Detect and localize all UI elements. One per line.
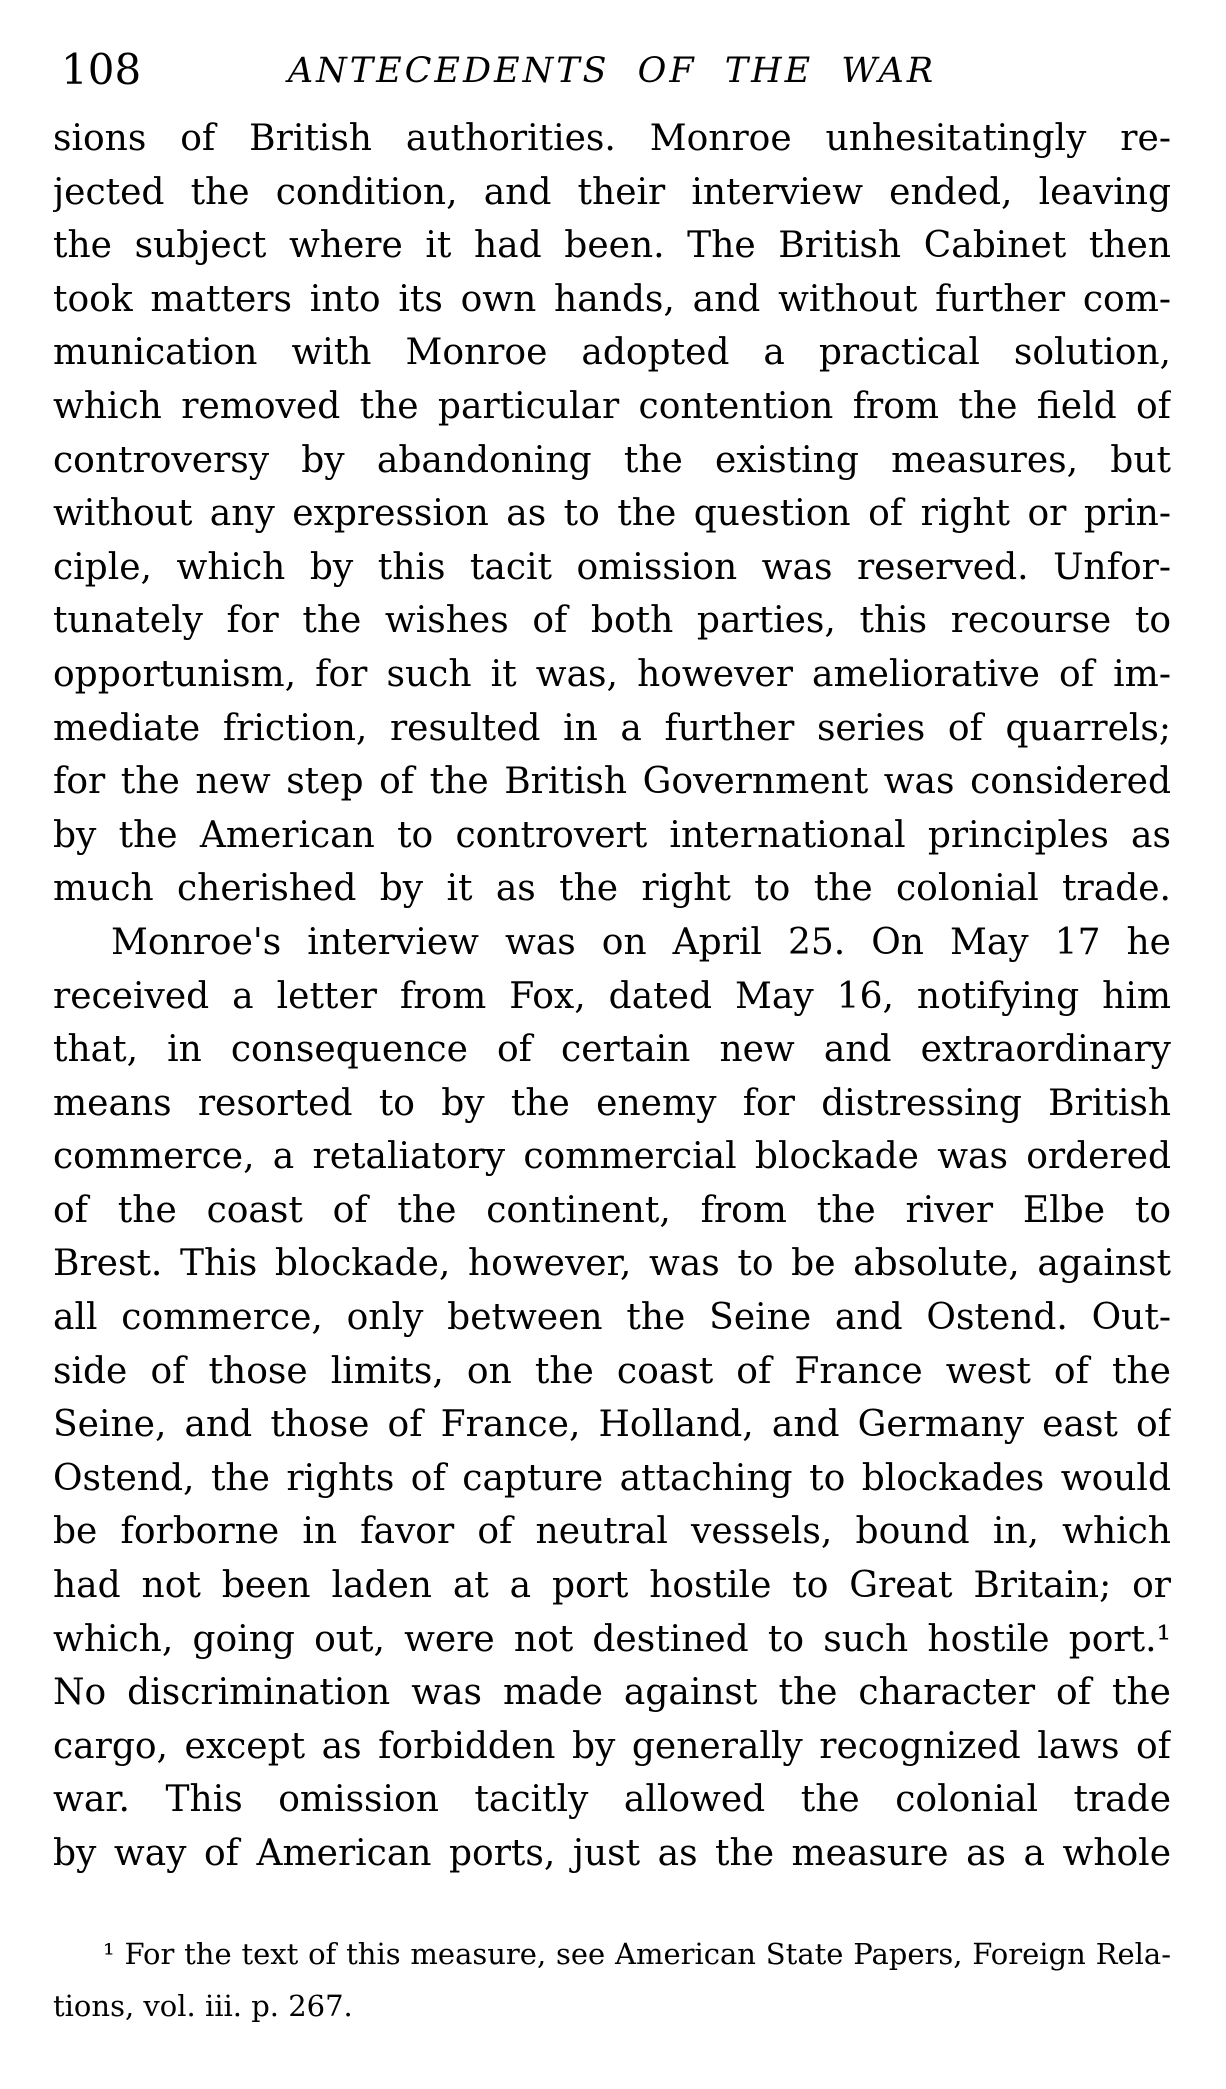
body-line: by the American to controvert international principles as [53,814,1171,856]
body-line: took matters into its own hands, and without further com- [53,278,1171,320]
body-line: for the new step of the British Government was considered [53,761,1171,803]
body-line: Seine, and those of France, Holland, and Germany east of [53,1404,1171,1446]
footnote-line: ¹ For the text of this measure, see American State Papers, Foreign Rela- [103,1937,1171,1971]
body-line: mediate friction, resulted in a further series of quarrels; [53,707,1171,749]
page-header [53,45,1171,96]
footnote [53,1928,1171,2032]
body-line: of the coast of the continent, from the river Elbe to [53,1189,1171,1231]
body-line: all commerce, only between the Seine and Ostend. Out- [53,1297,1171,1339]
body-line: ciple, which by this tacit omission was reserved. Unfor- [53,546,1171,588]
body-line: sions of British authorities. Monroe unhesitatingly re- [53,118,1171,159]
body-line: Brest. This blockade, however, was to be absolute, against [53,1243,1171,1285]
body-line: without any expression as to the question of right or prin- [53,493,1171,535]
footnote-line: tions, vol. iii. p. 267. [53,1989,353,2023]
body-line: opportunism, for such it was, however ameliorative of im- [53,653,1171,695]
body-line: Monroe's interview was on April 25. On May 17 he [111,921,1171,963]
body-line: Ostend, the rights of capture attaching to blockades would [53,1457,1171,1499]
running-title: ANTECEDENTS OF THE WAR [287,51,937,91]
body-line: No discrimination was made against the character of the [53,1672,1171,1714]
body-text [53,112,1171,1881]
body-line: cargo, except as forbidden by generally recognized laws of [53,1725,1171,1767]
body-line: jected the condition, and their interview ended, leaving [53,171,1171,213]
body-line: commerce, a retaliatory commercial blockade was ordered [53,1136,1171,1178]
body-line: received a letter from Fox, dated May 16, notifying him [53,975,1171,1017]
body-line: side of those limits, on the coast of France west of the [53,1350,1171,1392]
body-line: war. This omission tacitly allowed the colonial trade [53,1779,1171,1821]
body-line: be forborne in favor of neutral vessels, bound in, which [53,1511,1171,1553]
body-line: controversy by abandoning the existing measures, but [53,439,1171,481]
body-line: munication with Monroe adopted a practical solution, [53,332,1171,374]
body-line: which removed the particular contention from the field of [53,385,1171,427]
body-line: by way of American ports, just as the measure as a whole [53,1833,1171,1874]
body-line: means resorted to by the enemy for distressing British [53,1082,1171,1124]
body-line: which, going out, were not destined to such hostile port.¹ [53,1618,1171,1660]
body-line: the subject where it had been. The British Cabinet then [53,225,1171,267]
body-line: that, in consequence of certain new and extraordinary [53,1029,1171,1071]
page-number: 108 [61,45,142,94]
body-line: tunately for the wishes of both parties, this recourse to [53,600,1171,642]
body-line: much cherished by it as the right to the colonial trade. [53,868,1171,910]
body-line: had not been laden at a port hostile to Great Britain; or [53,1565,1171,1607]
